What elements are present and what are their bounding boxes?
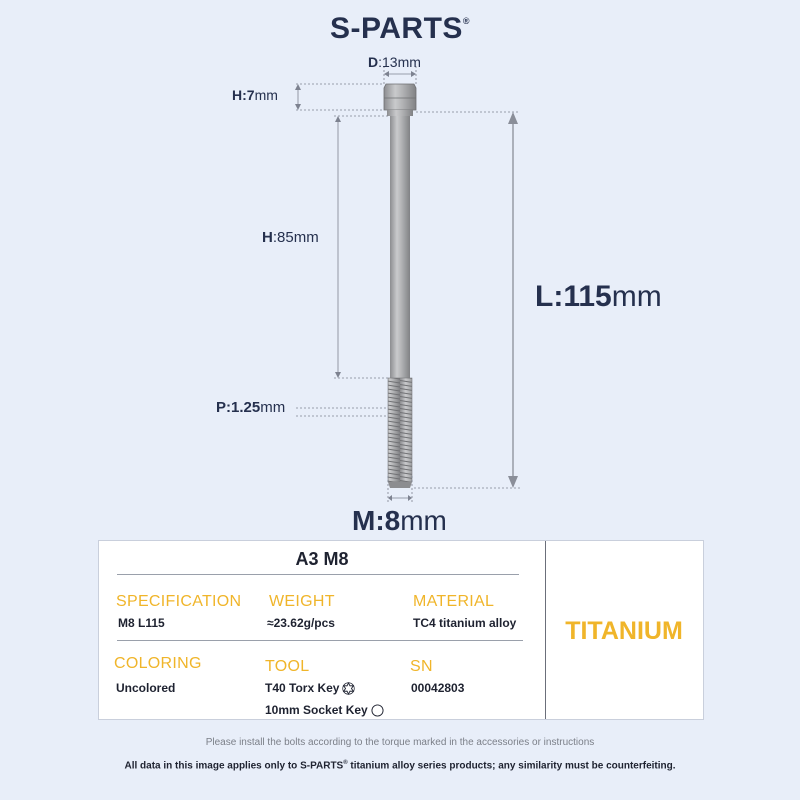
bolt-shank [390, 116, 410, 378]
install-note: Please install the bolts according to the torque marked in the accessories or instructions [205, 737, 595, 748]
tool-value-socket: 10mm Socket Key [265, 703, 384, 717]
socket-icon [371, 704, 384, 717]
bolt-tip [388, 482, 412, 488]
tool-label: TOOL [265, 658, 310, 675]
tool-value-torx: T40 Torx Key [265, 681, 355, 695]
specification-label: SPECIFICATION [116, 593, 242, 610]
bolt-head [384, 84, 416, 110]
torx-icon [342, 682, 355, 695]
sn-value: 00042803 [411, 681, 465, 695]
brand-name: S-PARTS [329, 12, 463, 45]
spec-card [98, 540, 704, 720]
bolt-illustration [384, 84, 416, 488]
divider-line [117, 574, 519, 575]
weight-label: WEIGHT [269, 593, 335, 610]
total-length-dimension: L:115mm [535, 280, 662, 313]
thread-pitch-dimension: P:1.25mm [216, 399, 286, 416]
bolt-thread [388, 378, 412, 482]
material-value: TC4 titanium alloy [413, 616, 517, 630]
head-diameter-dimension: D:13mm [368, 54, 421, 70]
disclaimer: All data in this image applies only to S-PARTS® titanium alloy series products; any similarity must be counterfeiting. [124, 760, 676, 772]
divider-line [117, 640, 523, 641]
material-badge: TITANIUM [565, 617, 683, 645]
brand-registered-mark: ® [462, 16, 471, 26]
head-height-dimension: H:7mm [232, 87, 278, 103]
weight-value: ≈23.62g/pcs [267, 616, 335, 630]
specification-value: M8 L115 [118, 616, 165, 630]
shank-length-dimension: H:85mm [262, 229, 319, 246]
coloring-value: Uncolored [116, 681, 176, 695]
material-label: MATERIAL [413, 593, 495, 610]
coloring-label: COLORING [114, 655, 202, 672]
thread-size-dimension: M:8mm [352, 505, 447, 536]
model-title: A3 M8 [295, 549, 349, 569]
bolt-neck [387, 110, 413, 116]
sn-label: SN [410, 658, 433, 675]
